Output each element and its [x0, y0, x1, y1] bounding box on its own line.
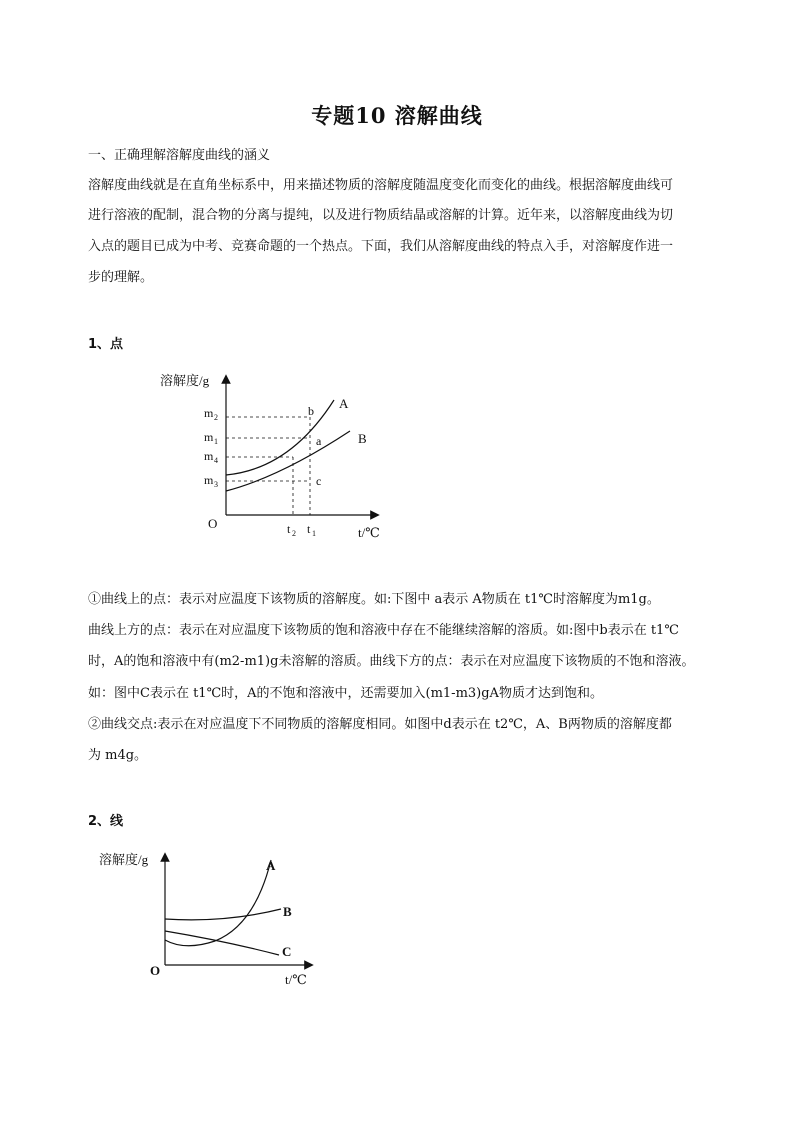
- svg-text:2: 2: [292, 529, 296, 538]
- intro-line-1: 溶解度曲线就是在直角坐标系中，用来描述物质的溶解度随温度变化而变化的曲线。根据溶解度曲线可: [88, 178, 674, 193]
- curve-label-b: B: [283, 904, 292, 919]
- curve-b: [226, 431, 350, 491]
- section-heading: 一、正确理解溶解度曲线的涵义: [88, 148, 271, 163]
- svg-text:m: m: [204, 406, 214, 420]
- point-label-c: c: [316, 474, 322, 488]
- curve-label-a: A: [266, 858, 276, 873]
- point-line-5: ②曲线交点:表示在对应温度下不同物质的溶解度相同。如图中d表示在 t2℃，A、B两物质的溶解度都: [88, 717, 672, 732]
- point-heading: 1、点: [88, 337, 124, 352]
- svg-text:m: m: [204, 473, 214, 487]
- tick-m1: [204, 430, 218, 446]
- point-line-4: 如：图中C表示在 t1℃时，A的不饱和溶液中，还需要加入(m1-m3)gA物质才达到饱和。: [88, 686, 603, 701]
- point-line-2: 曲线上方的点：表示在对应温度下该物质的饱和溶液中存在不能继续溶解的溶质。如:图中b表示在 t1℃: [88, 623, 679, 638]
- svg-text:t: t: [307, 522, 311, 536]
- guide-lines: [226, 417, 310, 515]
- curve-label-c: C: [282, 944, 292, 959]
- curve-b: [165, 909, 281, 920]
- y-axis-label: 溶解度/g: [99, 852, 149, 867]
- svg-text:2: 2: [214, 413, 218, 422]
- x-axis-label: t/℃: [358, 525, 380, 540]
- svg-text:m: m: [204, 430, 214, 444]
- origin-label: O: [208, 516, 218, 531]
- tick-t2: [287, 522, 296, 538]
- x-axis-label: t/℃: [285, 972, 307, 987]
- point-line-6: 为 m4g。: [88, 748, 148, 763]
- tick-t1: [307, 522, 316, 538]
- origin-label: O: [150, 963, 161, 978]
- svg-text:1: 1: [312, 529, 316, 538]
- intro-line-4: 步的理解。: [88, 270, 154, 285]
- intro-line-2: 进行溶液的配制，混合物的分离与提纯，以及进行物质结晶或溶解的计算。近年来，以溶解度曲线为切: [88, 208, 674, 223]
- solubility-figure-2: [95, 845, 335, 995]
- curve-label-a: A: [339, 396, 349, 411]
- tick-m2: [204, 406, 218, 422]
- point-line-3: 时，A的饱和溶液中有(m2-m1)g未溶解的溶质。曲线下方的点：表示在对应温度下该物质的不饱和溶液。: [88, 654, 695, 669]
- intro-line-3: 入点的题目已成为中考、竞赛命题的一个热点。下面，我们从溶解度曲线的特点入手，对溶解度作进一: [88, 239, 674, 254]
- curve-c: [165, 931, 279, 955]
- point-label-b: b: [308, 404, 314, 418]
- tick-m3: [204, 473, 218, 489]
- curve-a: [165, 860, 271, 946]
- y-axis-label: 溶解度/g: [160, 373, 210, 388]
- svg-text:4: 4: [214, 456, 218, 465]
- point-line-1: ①曲线上的点：表示对应温度下该物质的溶解度。如:下图中 a表示 A物质在 t1℃时溶解度为m1g。: [88, 592, 660, 607]
- line-heading: 2、线: [88, 814, 124, 829]
- svg-text:1: 1: [214, 437, 218, 446]
- svg-text:3: 3: [214, 480, 218, 489]
- svg-text:t: t: [287, 522, 291, 536]
- tick-m4: [204, 449, 218, 465]
- page-title: 专题10 溶解曲线: [311, 103, 483, 128]
- curve-label-b: B: [358, 431, 367, 446]
- point-label-a: a: [316, 434, 322, 448]
- solubility-figure-1: [150, 365, 390, 545]
- svg-text:m: m: [204, 449, 214, 463]
